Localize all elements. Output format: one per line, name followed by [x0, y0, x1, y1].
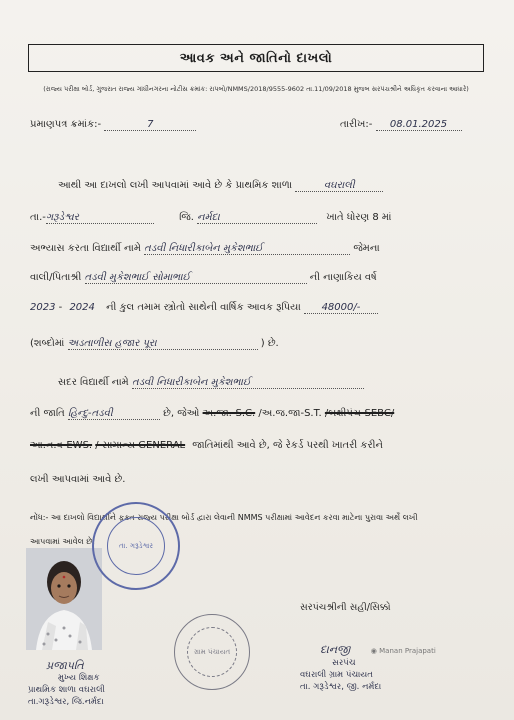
option-sc: અ.જા.-S.C. — [202, 408, 256, 419]
words-label: (શબ્દોમાં — [30, 338, 65, 349]
student-name: તડવી નિધારીકાબેન મુકેશભાઈ — [144, 243, 350, 255]
income-value: 48000/- — [304, 302, 378, 314]
school-stamp — [92, 502, 180, 590]
option-general: / સામાન્ય GENERAL — [95, 440, 186, 451]
caste-line-1 — [58, 377, 364, 389]
school-stamp-inner — [107, 517, 165, 575]
body-intro-text: આથી આ દાખલો લખી આપવામાં આવે છે કે પ્રાથમિક શાળા — [58, 180, 293, 191]
taluka-label: તા.- — [30, 212, 46, 223]
parent-name: તડવી મુકેશભાઈ સોમાભાઈ — [85, 272, 307, 284]
panchayat-stamp-text: ગ્રામ પંચાયત — [193, 647, 231, 656]
caste-record-text: જાતિમાંથી આવે છે, જે રેકર્ડ પરથી ખાતરી કરીને — [192, 440, 383, 451]
school-name: વઘરાલી — [295, 180, 383, 192]
body-line-3 — [30, 243, 380, 255]
income-in-words: અડતાળીસ હજાર પૂરા — [68, 338, 258, 350]
principal-place: તા.ગરૂડેશ્વર, જિ.નર્મદા — [28, 697, 104, 707]
caste-label: ની જાતિ — [30, 408, 65, 419]
sarpanch-title: સરપંચ — [332, 658, 356, 668]
body-line-1 — [58, 180, 383, 192]
option-st: /અ.જ.જા-S.T. — [258, 408, 322, 419]
certificate-number-label: પ્રમાણપત્ર ક્રમાંક:- — [30, 119, 102, 130]
body-line-4 — [30, 272, 377, 284]
authorization-note: (રાજ્ય પરીક્ષા બોર્ડ, ગુજરાત રાજ્ય ગાંધીનગરના નોટીસ ક્રમાંક: રાપબો/NMMS/2018/9555-9602 તા.11/09/2018 મુજબ સરપંચશ્રીને અધિકૃત કરવાના આધારે) — [43, 85, 469, 93]
certificate-date-row — [340, 119, 462, 131]
body-line-5: 2023 - 2024 ની કુલ તમામ સ્ત્રોતો સાથેની વાર્ષિક આવક રૂપિયા 48000/- — [30, 302, 378, 314]
document-title: આવક અને જાતિનો દાખલો — [28, 44, 484, 72]
certificate-number-value: 7 — [104, 119, 196, 131]
school-stamp-text: તા. ગરૂડેશ્વર — [119, 541, 153, 550]
option-sebc: /બક્ષીપંચ-SEBC/ — [324, 408, 395, 419]
standard-text: ખાતે ધોરણ 8 માં — [326, 212, 392, 223]
date-value: 08.01.2025 — [376, 119, 462, 131]
sarpanch-office: વઘરાલી ગ્રામ પંચાયત — [300, 670, 373, 680]
principal-title: મુખ્ય શિક્ષક — [58, 673, 100, 683]
sarpanch-place: તા. ગરૂડેશ્વર, જી. નર્મદા — [300, 682, 382, 692]
year-from: 2023 — [30, 302, 56, 313]
panchayat-stamp-inner — [187, 627, 237, 677]
sarpanch-block — [300, 644, 436, 693]
caste-student-label: સદર વિદ્યાર્થી નામે — [58, 377, 129, 388]
watermark-text — [371, 647, 436, 655]
district-value: નર્મદા — [197, 212, 317, 224]
student-label: અભ્યાસ કરતા વિદ્યાર્થી નામે — [30, 243, 141, 254]
year-to: 2024 — [69, 302, 95, 313]
note-line-2: આપવામાં આવેલ છે. — [30, 537, 95, 546]
caste-line-3 — [30, 440, 383, 451]
principal-school: પ્રાથમિક શાળા વઘરાલી — [28, 685, 105, 695]
caste-line-2 — [30, 408, 394, 420]
panchayat-stamp — [174, 614, 250, 690]
option-ews: આ.ન.વ-EWS. — [30, 440, 93, 451]
district-label: જિ. — [179, 212, 194, 223]
words-suffix: ) છે. — [260, 338, 279, 349]
camera-icon: ◉ — [370, 647, 377, 655]
whose-text: જેમના — [353, 243, 380, 254]
caste-options-intro: છે, જેઓ — [163, 408, 200, 419]
body-line-2 — [30, 212, 391, 224]
financial-year-text: ની નાણાકિય વર્ષ — [309, 272, 377, 283]
caste-student-name: તડવી નિધારીકાબેન મુકેશભાઈ — [132, 377, 364, 389]
note-line-1: નોંધ:- આ દાખલો વિદ્યાર્થીને ફક્ત રાજ્ય પરીક્ષા બોર્ડ દ્વારા લેવાની NMMS પરીક્ષામાં આવેદન કરવા માટેના પુરાવા અર્થે લખી — [30, 513, 418, 522]
sarpanch-signature-row — [300, 644, 436, 657]
principal-block — [28, 660, 105, 708]
watermark-label: Manan Prajapati — [379, 647, 436, 655]
principal-signature: પ્રજાપતિ — [46, 659, 84, 672]
certificate-number-row — [30, 119, 196, 131]
income-text: ની કુલ તમામ સ્ત્રોતો સાથેની વાર્ષિક આવક રૂપિયા — [106, 302, 301, 313]
date-label: તારીખ:- — [340, 119, 373, 130]
sarpanch-signature-label: સરપંચશ્રીની સહી/સિક્કો — [300, 602, 391, 613]
parent-label: વાલી/પિતાશ્રી — [30, 272, 82, 283]
body-line-6 — [30, 338, 279, 350]
caste-line-4: લખી આપવામાં આવે છે. — [30, 474, 126, 485]
student-photo — [26, 548, 102, 650]
caste-value: હિન્દુ-તડવી — [68, 408, 160, 420]
sarpanch-signature: દાનજી — [320, 643, 351, 656]
taluka-value: ગરૂડેશ્વર — [46, 212, 154, 224]
